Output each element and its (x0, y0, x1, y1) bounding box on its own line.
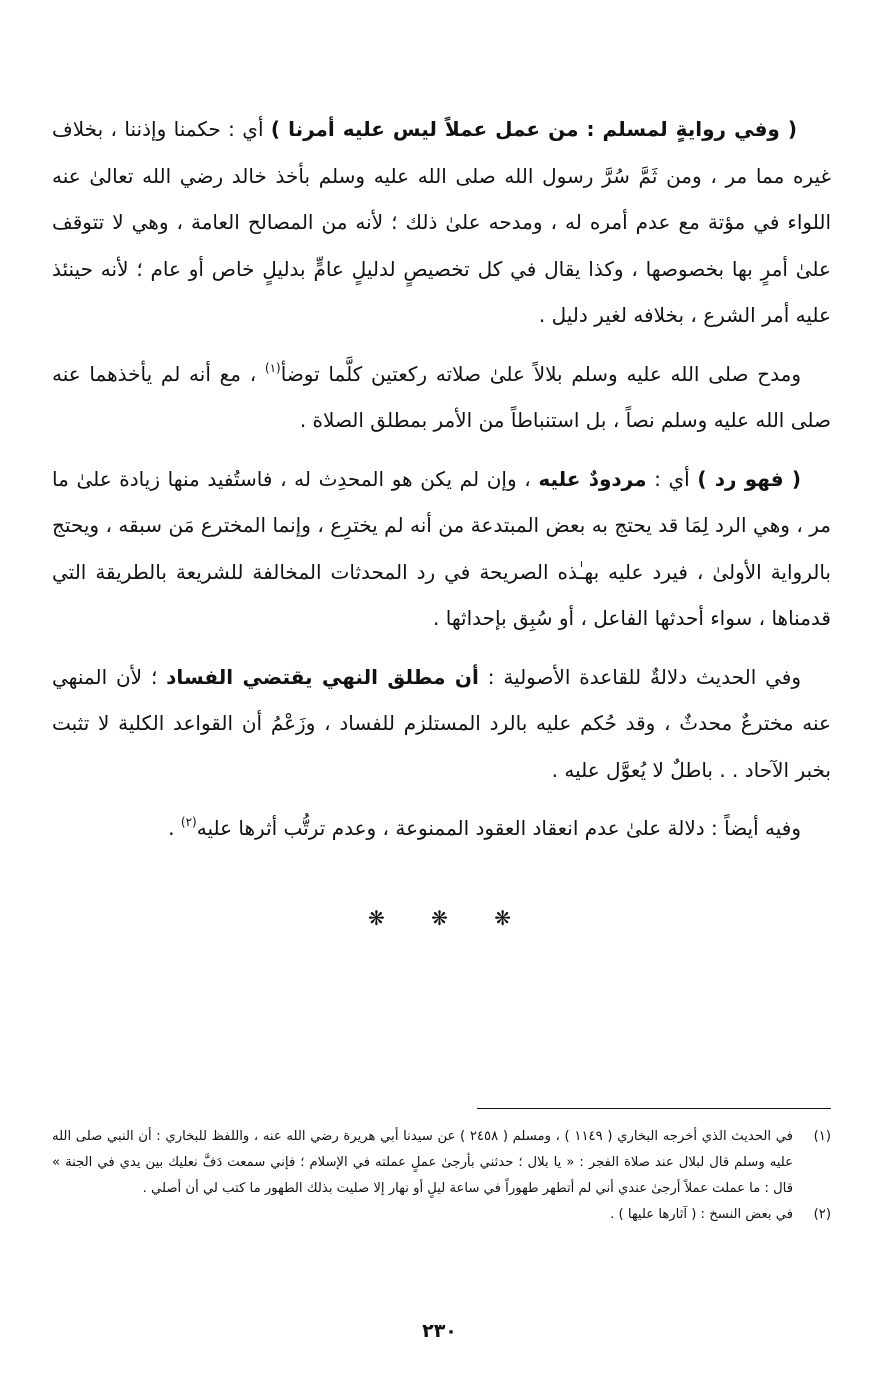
footnote-divider (477, 1108, 831, 1109)
footnote-ref-2[interactable]: (٢) (180, 815, 197, 829)
paragraph-text: أي : حكمنا وإذننا ، بخلاف غيره مما مر ، ومن ثَمَّ سُرَّ رسول الله صلى الله عليه وسلم بأخذ خالد رضي الله تعالىٰ عنه اللواء في مؤتة مع عدم أمره له ، ومدحه علىٰ ذلك ؛ لأنه من المصالح العامة ، وهي لا تتوقف علىٰ أمرٍ بها بخصوصها ، وكذا يقال في كل تخصيصٍ لدليلٍ عامٍّ بدليلٍ خاص أو عام ؛ لأنه حينئذ عليه أمر الشرع ، بخلافه لغير دليل . (52, 117, 831, 327)
paragraph-text: . (168, 816, 181, 840)
paragraph-5 (52, 805, 831, 852)
footnote-ref-1[interactable]: (١) (264, 360, 281, 375)
footnote-text: في بعض النسخ : ( آثارها عليها ) . (610, 1207, 793, 1222)
paragraph-text: أي : (646, 466, 698, 491)
paragraph-text: وفيه أيضاً : دلالة علىٰ عدم انعقاد العقود الممنوعة ، وعدم ترتُّب أثرها عليه (196, 816, 801, 840)
bold-principle: أن مطلق النهي يقتضي الفساد (166, 664, 479, 689)
hadith-quote: ( فهو رد ) (697, 466, 801, 491)
page-number: ٢٣٠ (422, 1320, 457, 1342)
bold-term: مردودٌ عليه (538, 466, 647, 491)
footnote-1 (52, 1124, 831, 1202)
hadith-quote: ( وفي روايةٍ لمسلم : من عمل عملاً ليس عليه أمرنا ) (270, 117, 797, 141)
paragraph-2 (52, 351, 831, 444)
footnote-number: (٢) (813, 1207, 831, 1222)
footnote-text: في الحديث الذي أخرجه البخاري ( ١١٤٩ ) ، ومسلم ( ٢٤٥٨ ) عن سيدنا أبي هريرة رضي الله عنه ، واللفظ للبخاري : أن النبي صلى الله عليه وسلم قال لبلال عند صلاة الفجر : « يا بلال ؛ حدثني بأرجىٰ عملٍ عملته في الإسلام ؛ فإني سمعت دَفَّ نعليك بين يدي في الجنة » قال : ما عملت عملاً أرجىٰ عندي أني لم أتطهر طهوراً في ساعة ليلٍ أو نهار إلا صليت بذلك الطهور ما كتب لي أن أصلي . (52, 1129, 793, 1196)
main-text (52, 106, 831, 864)
paragraph-text: ، مع أنه لم يأخذهما عنه صلى الله عليه وسلم نصاً ، بل استنباطاً من الأمر بمطلق الصلاة . (52, 361, 831, 432)
footnotes (52, 1124, 831, 1228)
paragraph-text: ومدح صلى الله عليه وسلم بلالاً علىٰ صلاته ركعتين كلَّما توضأ (280, 361, 802, 386)
paragraph-text: ، وإن لم يكن هو المحدِث له ، فاستُفيد منها زيادة علىٰ ما مر ، وهي الرد لِمَا قد يحتج به بعض المبتدعة من أنه لم يخترِع ، وإنما المخترع مَن سبقه ، ويحتج بالرواية الأولىٰ ، فيرد عليه بهـٰذه الصريحة في رد المحدثات المخالفة للشريعة بالطريقة التي قدمناها ، سواء أحدثها الفاعل ، أو سُبِق بإحداثها . (52, 466, 831, 630)
footnote-2 (52, 1202, 831, 1228)
paragraph-text: ؛ لأن المنهي عنه مخترعٌ محدثٌ ، وقد حُكم عليه بالرد المستلزم للفساد ، وزَعْمُ أن القواعد الكلية لا تثبت بخبر الآحاد . . باطلٌ لا يُعوَّل عليه . (52, 664, 831, 782)
section-separator: ❋ ❋ ❋ (368, 906, 531, 930)
paragraph-1 (52, 106, 831, 339)
footnote-number: (١) (813, 1129, 831, 1144)
paragraph-4 (52, 654, 831, 794)
paragraph-text: وفي الحديث دلالةٌ للقاعدة الأصولية : (478, 664, 801, 689)
paragraph-3 (52, 456, 831, 642)
